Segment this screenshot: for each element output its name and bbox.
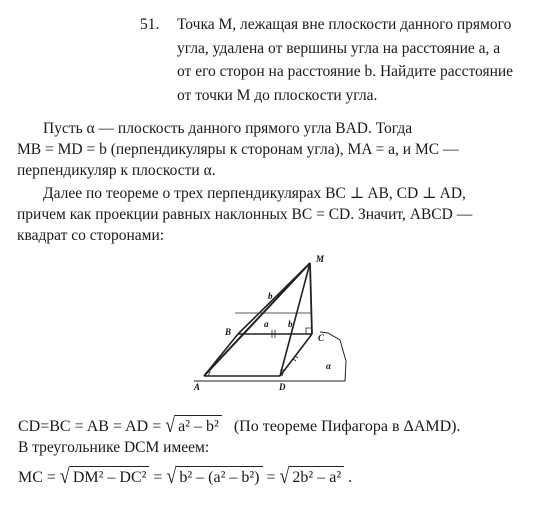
- solution-para1-line2: MB = MD = b (перпендикуляры к сторонам угла), MA = a, и MC —: [17, 141, 459, 158]
- problem-line-1: Точка M, лежащая вне плоскости данного прямого: [177, 16, 512, 33]
- formula-line-3: MC = √ DM² – DC² = √ b² – (a² – b²) = √ 2b² – a² .: [18, 464, 353, 488]
- solution-para2-line2: причем как проекции равных наклонных BC = CD. Значит, ABCD —: [17, 206, 473, 223]
- formula-3-eq-1: =: [149, 469, 167, 486]
- equal-tick-4: [293, 359, 296, 361]
- formula-line-2: В треугольнике DCM имеем:: [18, 439, 210, 456]
- label-C: C: [318, 333, 325, 343]
- formula-3-radicand-1: DM² – DC²: [70, 466, 150, 489]
- solution-para1-line3: перпендикуляр к плоскости α.: [17, 162, 216, 179]
- label-alpha: α: [326, 361, 331, 371]
- formula-3-radicand-3: 2b² – a²: [289, 466, 344, 489]
- problem-line-2: угла, удалена от вершины угла на расстояние a, а: [177, 40, 501, 57]
- problem-line-4: от точки M до плоскости угла.: [177, 87, 378, 104]
- label-b-right: b: [288, 319, 293, 329]
- problem-number: 51.: [140, 16, 160, 33]
- formula-3-left: MC =: [18, 469, 60, 486]
- label-a: a: [264, 319, 269, 329]
- formula-3-radicand-2: b² – (a² – b²): [176, 466, 262, 489]
- solution-para2-line3: квадрат со сторонами:: [17, 227, 165, 244]
- formula-1-left: CD=BC = AB = AD =: [18, 418, 166, 435]
- right-angle-C: [306, 328, 311, 334]
- edge-MC: [310, 263, 312, 334]
- formula-3-end: .: [344, 469, 353, 486]
- edge-MB: [238, 263, 310, 334]
- formula-3-eq-2: =: [262, 469, 280, 486]
- formula-1-radicand: a² – b²: [175, 415, 222, 438]
- solution-para1-line1: Пусть α — плоскость данного прямого угла BAD. Тогда: [43, 120, 413, 137]
- label-D: D: [279, 382, 286, 392]
- formula-line-1: CD=BC = AB = AD = √ a² – b² (По теореме Пифагора в ΔAMD).: [18, 413, 461, 437]
- label-A: A: [194, 382, 201, 392]
- problem-line-3: от его сторон на расстояние b. Найдите расстояние: [177, 63, 514, 80]
- label-B: B: [225, 327, 232, 337]
- formula-1-note: (По теореме Пифагора в ΔAMD).: [233, 418, 461, 435]
- edge-MA: [204, 263, 310, 376]
- solution-para2-line1: Далее по теореме о трех перпендикулярах BC ⊥ AB, CD ⊥ AD,: [43, 185, 466, 202]
- geometry-figure: [180, 245, 380, 395]
- label-M: M: [316, 254, 325, 264]
- label-b-left: b: [268, 291, 273, 301]
